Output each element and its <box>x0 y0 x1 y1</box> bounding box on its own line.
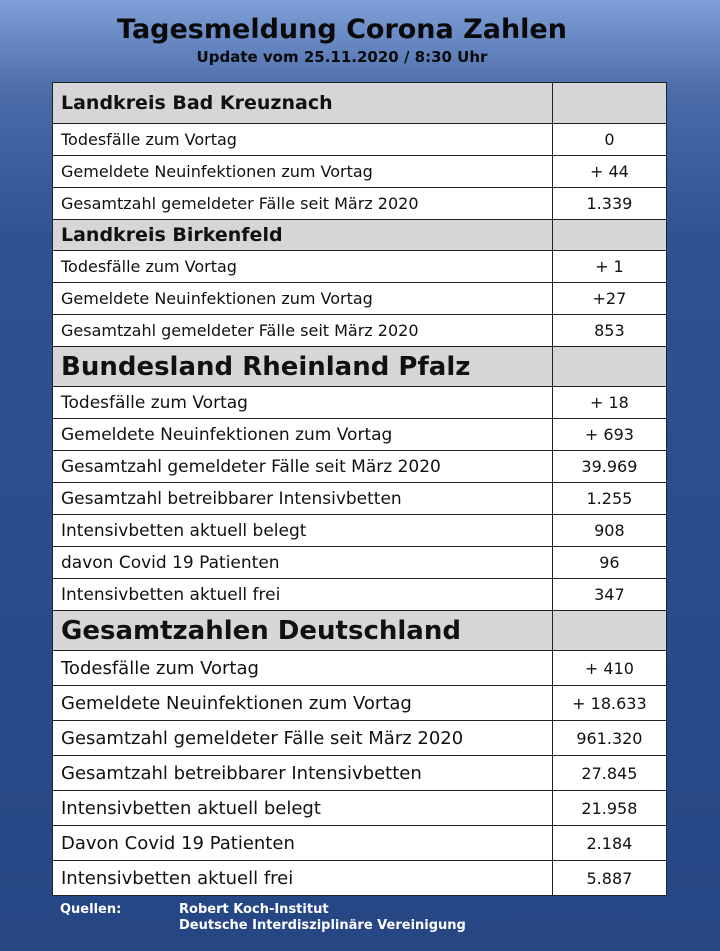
row-value: 853 <box>552 315 666 347</box>
table-row <box>53 283 667 315</box>
table-row <box>53 791 667 826</box>
table-row <box>53 721 667 756</box>
section-value-cell <box>552 611 666 651</box>
row-label: Gesamtzahl betreibbarer Intensivbetten <box>53 483 553 515</box>
section-title: Gesamtzahlen Deutschland <box>53 611 553 651</box>
sources-list <box>179 902 599 934</box>
row-value: + 18.633 <box>552 686 666 721</box>
row-value: 347 <box>552 579 666 611</box>
source-rki: Robert Koch-Institut <box>179 902 329 917</box>
row-label: Todesfälle zum Vortag <box>53 124 553 156</box>
row-value: 0 <box>552 124 666 156</box>
row-label: Gesamtzahl gemeldeter Fälle seit März 2020 <box>53 315 553 347</box>
section-value-cell <box>552 83 666 124</box>
row-label: Gesamtzahl gemeldeter Fälle seit März 2020 <box>53 721 553 756</box>
row-label: davon Covid 19 Patienten <box>53 547 553 579</box>
section-header-rheinland-pfalz <box>53 347 667 387</box>
table-row <box>53 483 667 515</box>
section-value-cell <box>552 347 666 387</box>
source-divi: Deutsche Interdisziplinäre Vereinigung <box>179 918 466 933</box>
row-label: Intensivbetten aktuell frei <box>53 861 553 896</box>
row-label: Gemeldete Neuinfektionen zum Vortag <box>53 156 553 188</box>
row-label: Todesfälle zum Vortag <box>53 387 553 419</box>
section-value-cell <box>552 220 666 251</box>
row-label: Gemeldete Neuinfektionen zum Vortag <box>53 283 553 315</box>
section-title: Landkreis Bad Kreuznach <box>53 83 553 124</box>
row-label: Intensivbetten aktuell belegt <box>53 515 553 547</box>
row-label: Todesfälle zum Vortag <box>53 651 553 686</box>
row-value: 96 <box>552 547 666 579</box>
row-value: 27.845 <box>552 756 666 791</box>
row-label: Gesamtzahl betreibbarer Intensivbetten <box>53 756 553 791</box>
section-title: Landkreis Birkenfeld <box>53 220 553 251</box>
table-row <box>53 826 667 861</box>
row-value: + 18 <box>552 387 666 419</box>
row-value: 908 <box>552 515 666 547</box>
page-title: Tagesmeldung Corona Zahlen <box>117 14 567 45</box>
row-value: 1.339 <box>552 188 666 220</box>
row-value: + 44 <box>552 156 666 188</box>
table-row <box>53 579 667 611</box>
sources-label: Quellen: <box>60 902 122 917</box>
row-label: Gesamtzahl gemeldeter Fälle seit März 2020 <box>53 188 553 220</box>
section-header-birkenfeld <box>53 220 667 251</box>
table-row <box>53 451 667 483</box>
row-label: Gemeldete Neuinfektionen zum Vortag <box>53 419 553 451</box>
table-row <box>53 419 667 451</box>
row-value: 5.887 <box>552 861 666 896</box>
row-label: Gemeldete Neuinfektionen zum Vortag <box>53 686 553 721</box>
corona-stats-table <box>52 82 667 896</box>
row-label: Todesfälle zum Vortag <box>53 251 553 283</box>
row-value: + 693 <box>552 419 666 451</box>
table-row <box>53 188 667 220</box>
table-row <box>53 315 667 347</box>
table-row <box>53 387 667 419</box>
row-value: + 410 <box>552 651 666 686</box>
table-row <box>53 251 667 283</box>
section-title: Bundesland Rheinland Pfalz <box>53 347 553 387</box>
row-label: Gesamtzahl gemeldeter Fälle seit März 2020 <box>53 451 553 483</box>
table-row <box>53 547 667 579</box>
row-label: Davon Covid 19 Patienten <box>53 826 553 861</box>
update-timestamp: Update vom 25.11.2020 / 8:30 Uhr <box>196 48 488 66</box>
table-row <box>53 651 667 686</box>
row-value: + 1 <box>552 251 666 283</box>
row-value: 961.320 <box>552 721 666 756</box>
table-row <box>53 156 667 188</box>
table-row <box>53 686 667 721</box>
row-value: 1.255 <box>552 483 666 515</box>
table-row <box>53 124 667 156</box>
row-label: Intensivbetten aktuell frei <box>53 579 553 611</box>
row-label: Intensivbetten aktuell belegt <box>53 791 553 826</box>
row-value: +27 <box>552 283 666 315</box>
table-row <box>53 756 667 791</box>
row-value: 21.958 <box>552 791 666 826</box>
section-header-bad-kreuznach <box>53 83 667 124</box>
row-value: 2.184 <box>552 826 666 861</box>
row-value: 39.969 <box>552 451 666 483</box>
section-header-deutschland <box>53 611 667 651</box>
table-row <box>53 861 667 896</box>
table-row <box>53 515 667 547</box>
